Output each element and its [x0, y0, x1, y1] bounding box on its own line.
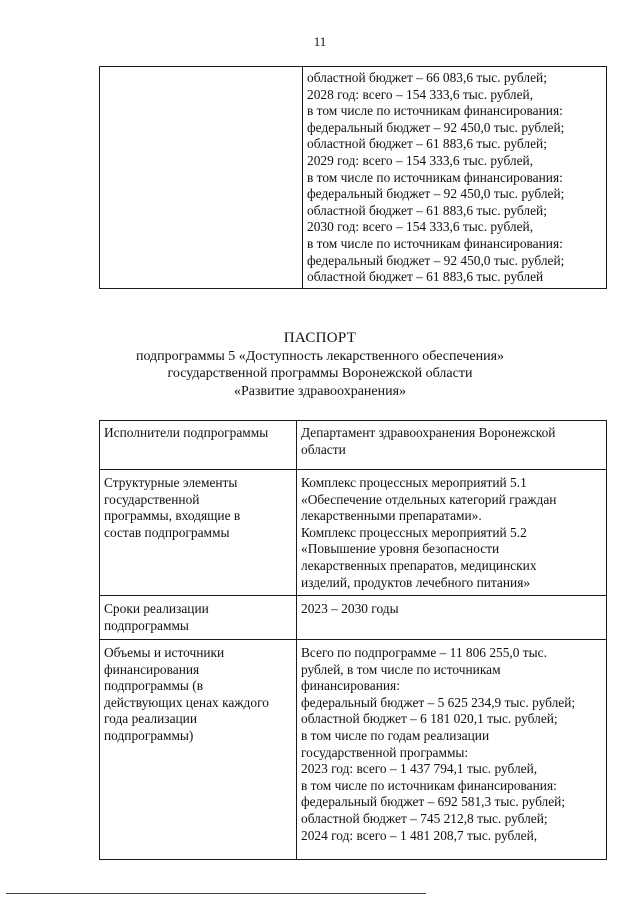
page-number: 11 — [313, 34, 327, 49]
text-line: в том числе по источникам финансирования: — [301, 777, 557, 793]
passport-subtitle-line: государственной программы Воронежской области — [167, 366, 473, 381]
row-label — [104, 601, 292, 634]
text-line: лекарственными препаратами». — [301, 508, 482, 524]
text-line: подпрограммы (в — [104, 678, 204, 694]
row-value — [301, 645, 602, 844]
text-line: областной бюджет – 6 181 020,1 тыс. рублей; — [301, 711, 558, 727]
text-line: в том числе по годам реализации — [301, 727, 490, 743]
text-line: Сроки реализации — [104, 601, 209, 616]
funding-lines — [307, 70, 602, 286]
text-line: Объемы и источники — [104, 645, 225, 660]
text-line: областной бюджет – 61 883,6 тыс. рублей; — [307, 202, 547, 218]
text-line: в том числе по источникам финансирования: — [307, 235, 563, 251]
text-line: федеральный бюджет – 5 625 234,9 тыс. рублей; — [301, 694, 576, 710]
text-line: областной бюджет – 66 083,6 тыс. рублей; — [307, 70, 547, 85]
text-line: состав подпрограммы — [104, 524, 230, 540]
text-line: программы, входящие в — [104, 508, 241, 524]
table-row — [100, 421, 607, 470]
row-label — [104, 475, 292, 541]
row-value — [301, 601, 602, 618]
row-value — [301, 475, 602, 591]
text-line: Департамент здравоохранения Воронежской — [301, 425, 556, 440]
text-line: областной бюджет – 61 883,6 тыс. рублей; — [307, 136, 547, 152]
text-line: Исполнители подпрограммы — [104, 425, 269, 440]
text-line: 2023 – 2030 годы — [301, 601, 399, 616]
table-row — [100, 470, 607, 596]
text-line: 2030 год: всего – 154 333,6 тыс. рублей, — [307, 219, 534, 235]
table-row — [100, 67, 607, 289]
passport-heading — [0, 330, 640, 400]
text-line: 2028 год: всего – 154 333,6 тыс. рублей, — [307, 86, 534, 102]
text-line: финансирования: — [301, 678, 400, 694]
continued-funding-table — [99, 66, 607, 289]
row-label-cell — [100, 470, 297, 596]
text-line: Структурные элементы — [104, 475, 238, 490]
passport-table — [99, 420, 607, 860]
text-line: федеральный бюджет – 92 450,0 тыс. рублей; — [307, 186, 565, 202]
text-line: подпрограммы) — [104, 727, 194, 743]
text-line: федеральный бюджет – 92 450,0 тыс. рублей; — [307, 252, 565, 268]
row-label-cell — [100, 596, 297, 640]
table-row — [100, 640, 607, 860]
text-line: года реализации — [104, 711, 198, 727]
passport-subtitle-line: «Развитие здравоохранения» — [233, 383, 407, 399]
text-line: 2029 год: всего – 154 333,6 тыс. рублей, — [307, 152, 534, 168]
text-line: областной бюджет – 745 212,8 тыс. рублей; — [301, 810, 548, 826]
text-line: «Обеспечение отдельных категорий граждан — [301, 491, 557, 507]
footer-divider — [6, 893, 426, 894]
row-value-cell — [297, 596, 607, 640]
text-line: лекарственных препаратов, медицинских — [301, 557, 537, 573]
passport-subtitle-line: подпрограммы 5 «Доступность лекарственного обеспечения» — [135, 348, 505, 364]
row-value-cell — [297, 470, 607, 596]
text-line: в том числе по источникам финансирования: — [307, 103, 563, 119]
row-label-cell — [100, 640, 297, 860]
text-line: областной бюджет – 61 883,6 тыс. рублей — [307, 269, 544, 285]
text-line: в том числе по источникам финансирования: — [307, 169, 563, 185]
row-label-cell — [100, 421, 297, 470]
row-value — [301, 425, 602, 458]
text-line: «Повышение уровня безопасности — [301, 541, 500, 557]
row-value-cell — [297, 640, 607, 860]
text-line: федеральный бюджет – 92 450,0 тыс. рублей; — [307, 119, 565, 135]
text-line: государственной — [104, 491, 200, 507]
text-line: государственной программы: — [301, 744, 469, 760]
text-line: подпрограммы — [104, 617, 189, 633]
row-label — [104, 425, 292, 442]
text-line: области — [301, 441, 346, 457]
row-value-cell — [297, 421, 607, 470]
text-line: действующих ценах каждого — [104, 694, 269, 710]
table-row — [100, 596, 607, 640]
text-line: Комплекс процессных мероприятий 5.2 — [301, 524, 527, 540]
funding-value-cell — [303, 67, 607, 289]
text-line: рублей, в том числе по источникам — [301, 661, 501, 677]
text-line: Всего по подпрограмме – 11 806 255,0 тыс. — [301, 645, 547, 660]
empty-label-cell — [100, 67, 303, 289]
row-label — [104, 645, 292, 745]
text-line: 2024 год: всего – 1 481 208,7 тыс. рублей, — [301, 827, 538, 843]
text-line: 2023 год: всего – 1 437 794,1 тыс. рублей, — [301, 761, 538, 777]
passport-title: ПАСПОРТ — [283, 330, 357, 346]
text-line: финансирования — [104, 661, 200, 677]
text-line: Комплекс процессных мероприятий 5.1 — [301, 475, 527, 490]
text-line: федеральный бюджет – 692 581,3 тыс. рублей; — [301, 794, 566, 810]
text-line: изделий, продуктов лечебного питания» — [301, 574, 531, 590]
